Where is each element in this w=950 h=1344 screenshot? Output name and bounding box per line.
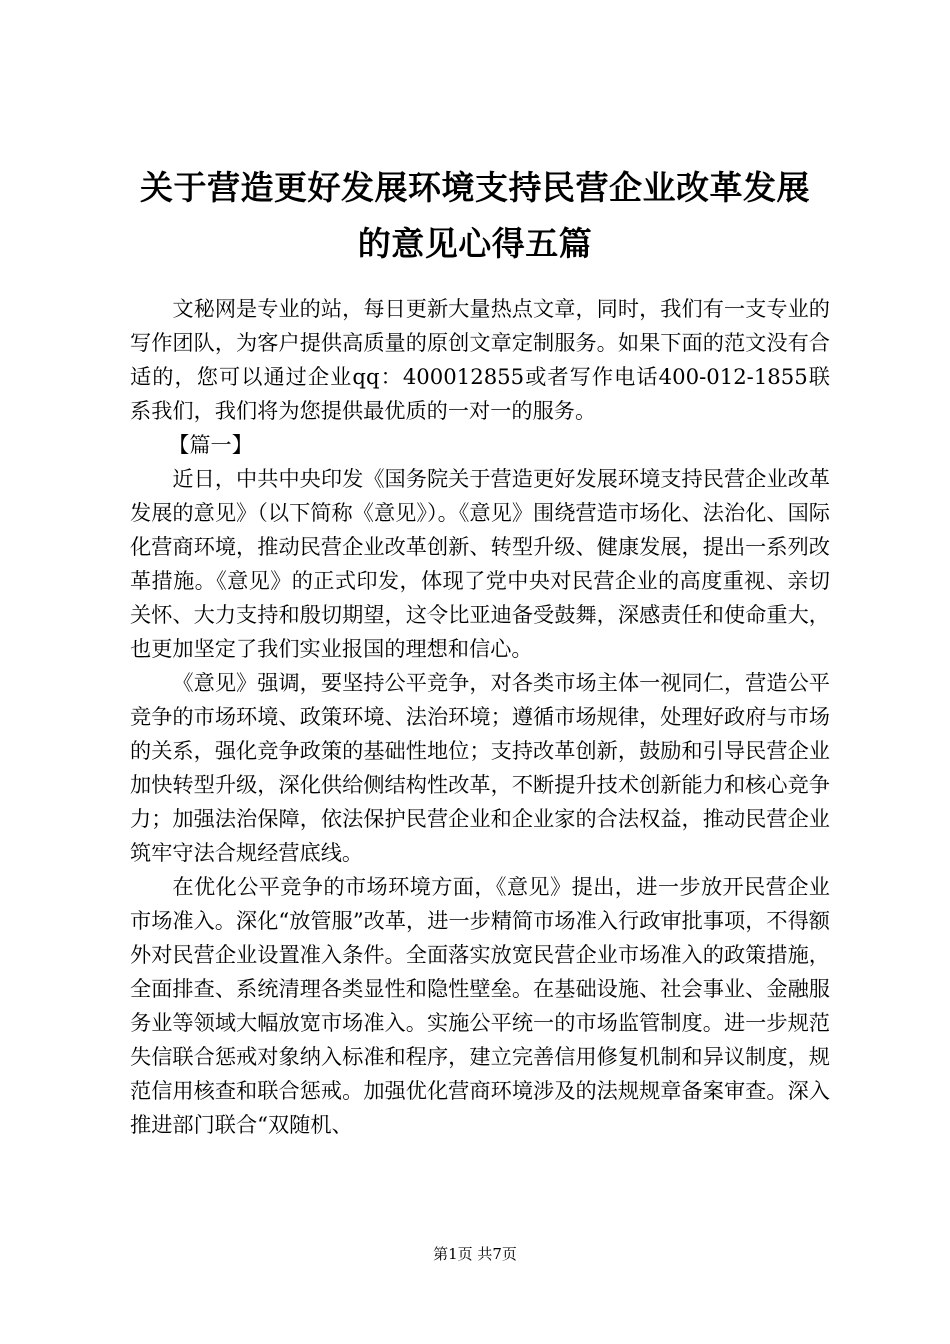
page-footer: 第1页 共7页 — [433, 1245, 517, 1263]
document-body — [130, 292, 830, 1142]
body-paragraph-2: 《意见》强调，要坚持公平竞争，对各类市场主体一视同仁，营造公平竞争的市场环境、政策环境、法治环境；遵循市场规律，处理好政府与市场的关系，强化竞争政策的基础性地位；支持改革创新，鼓励和引导民营企业加快转型升级，深化供给侧结构性改革，不断提升技术创新能力和核心竞争力；加强法治保障，依法保护民营企业和企业家的合法权益，推动民营企业筑牢守法合规经营底线。 — [130, 670, 830, 865]
body-paragraph-1: 近日，中共中央印发《国务院关于营造更好发展环境支持民营企业改革发展的意见》（以下简称《意见》）。《意见》围绕营造市场化、法治化、国际化营商环境，推动民营企业改革创新、转型升级、健康发展，提出一系列改革措施。《意见》的正式印发，体现了党中央对民营企业的高度重视、亲切关怀、大力支持和殷切期望，这令比亚迪备受鼓舞，深感责任和使命重大，也更加坚定了我们实业报国的理想和信心。 — [130, 466, 830, 661]
title-line-1: 关于营造更好发展环境支持民营企业改革发展 — [140, 168, 810, 207]
body-paragraph-3: 在优化公平竞争的市场环境方面，《意见》提出，进一步放开民营企业市场准入。深化“放管服”改革，进一步精简市场准入行政审批事项，不得额外对民营企业设置准入条件。全面落实放宽民营企业市场准入的政策措施，全面排查、系统清理各类显性和隐性壁垒。在基础设施、社会事业、金融服务业等领域大幅放宽市场准入。实施公平统一的市场监管制度。进一步规范失信联合惩戒对象纳入标准和程序，建立完善信用修复机制和异议制度，规范信用核查和联合惩戒。加强优化营商环境涉及的法规规章备案审查。深入推进部门联合“双随机、 — [130, 874, 830, 1137]
section-heading: 【篇一】 — [168, 432, 253, 457]
title-line-2: 的意见心得五篇 — [357, 224, 593, 263]
document-title — [118, 160, 832, 272]
intro-paragraph: 文秘网是专业的站，每日更新大量热点文章，同时，我们有一支专业的写作团队，为客户提供高质量的原创文章定制服务。如果下面的范文没有合适的，您可以通过企业qq：400012855或者写作电话400-012-1855联系我们，我们将为您提供最优质的一对一的服务。 — [130, 296, 830, 423]
